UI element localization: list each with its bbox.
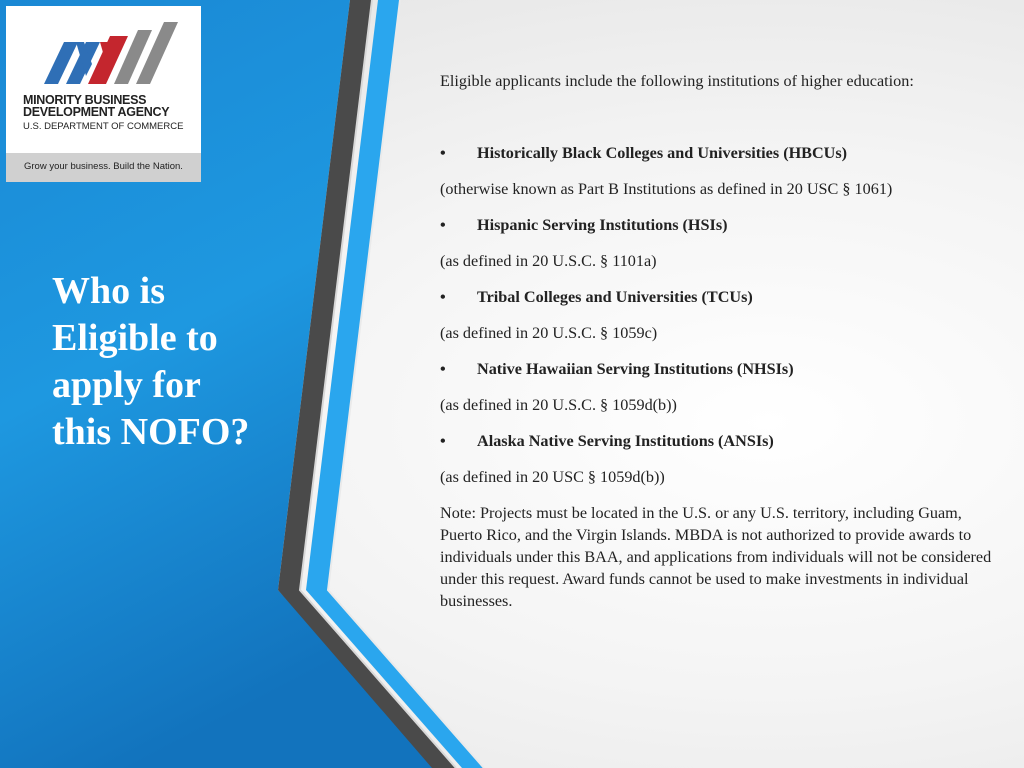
institution-bullet: [440, 288, 753, 307]
institution-bullet: [440, 360, 794, 379]
logo-tagline: Grow your business. Build the Nation.: [24, 161, 183, 172]
mbda-logo: [6, 6, 201, 182]
logo-tagline-bar: [6, 153, 201, 182]
institution-bullet: [440, 216, 728, 235]
logo-dept: U.S. DEPARTMENT OF COMMERCE: [23, 121, 184, 132]
logo-org-line2: DEVELOPMENT AGENCY: [23, 105, 170, 119]
institution-definition: (as defined in 20 USC § 1059d(b)): [440, 468, 665, 486]
bullet-glyph: •: [440, 288, 446, 306]
logo-org-line1: MINORITY BUSINESS: [23, 93, 147, 107]
intro-text: Eligible applicants include the following institutions of higher education:: [440, 72, 914, 90]
institution-bullet: [440, 144, 847, 163]
title-line: this NOFO?: [52, 411, 250, 453]
bullet-glyph: •: [440, 144, 446, 162]
institution-name: Hispanic Serving Institutions (HSIs): [477, 216, 728, 234]
institution-name: Alaska Native Serving Institutions (ANSIs): [477, 432, 774, 450]
institution-name: Historically Black Colleges and Universities (HBCUs): [477, 144, 848, 162]
institution-bullet: [440, 432, 774, 451]
title-line: Eligible to: [52, 317, 218, 359]
institution-definition: (as defined in 20 U.S.C. § 1059c): [440, 324, 658, 342]
bullet-glyph: •: [440, 432, 446, 450]
title-line: apply for: [52, 364, 201, 406]
bullet-glyph: •: [440, 360, 446, 378]
institution-definition: (otherwise known as Part B Institutions as defined in 20 USC § 1061): [440, 180, 893, 198]
title-line: Who is: [52, 270, 165, 312]
slide-title: [52, 268, 292, 456]
logo-org-name: [23, 94, 169, 118]
note-text: Note: Projects must be located in the U.S. or any U.S. territory, including Guam, Puerto Rico, and the Virgin Islands. MBDA is not authorized to provide awards to individuals under this BAA, and applications from individuals will not be considered under this request. Award funds cannot be used to make investments in individual businesses.: [440, 504, 992, 610]
institution-definition: (as defined in 20 U.S.C. § 1059d(b)): [440, 396, 677, 414]
institution-name: Native Hawaiian Serving Institutions (NHSIs): [477, 360, 794, 378]
bullet-glyph: •: [440, 216, 446, 234]
mbda-emblem: [6, 6, 201, 96]
institution-name: Tribal Colleges and Universities (TCUs): [477, 288, 753, 306]
institution-definition: (as defined in 20 U.S.C. § 1101a): [440, 252, 657, 270]
